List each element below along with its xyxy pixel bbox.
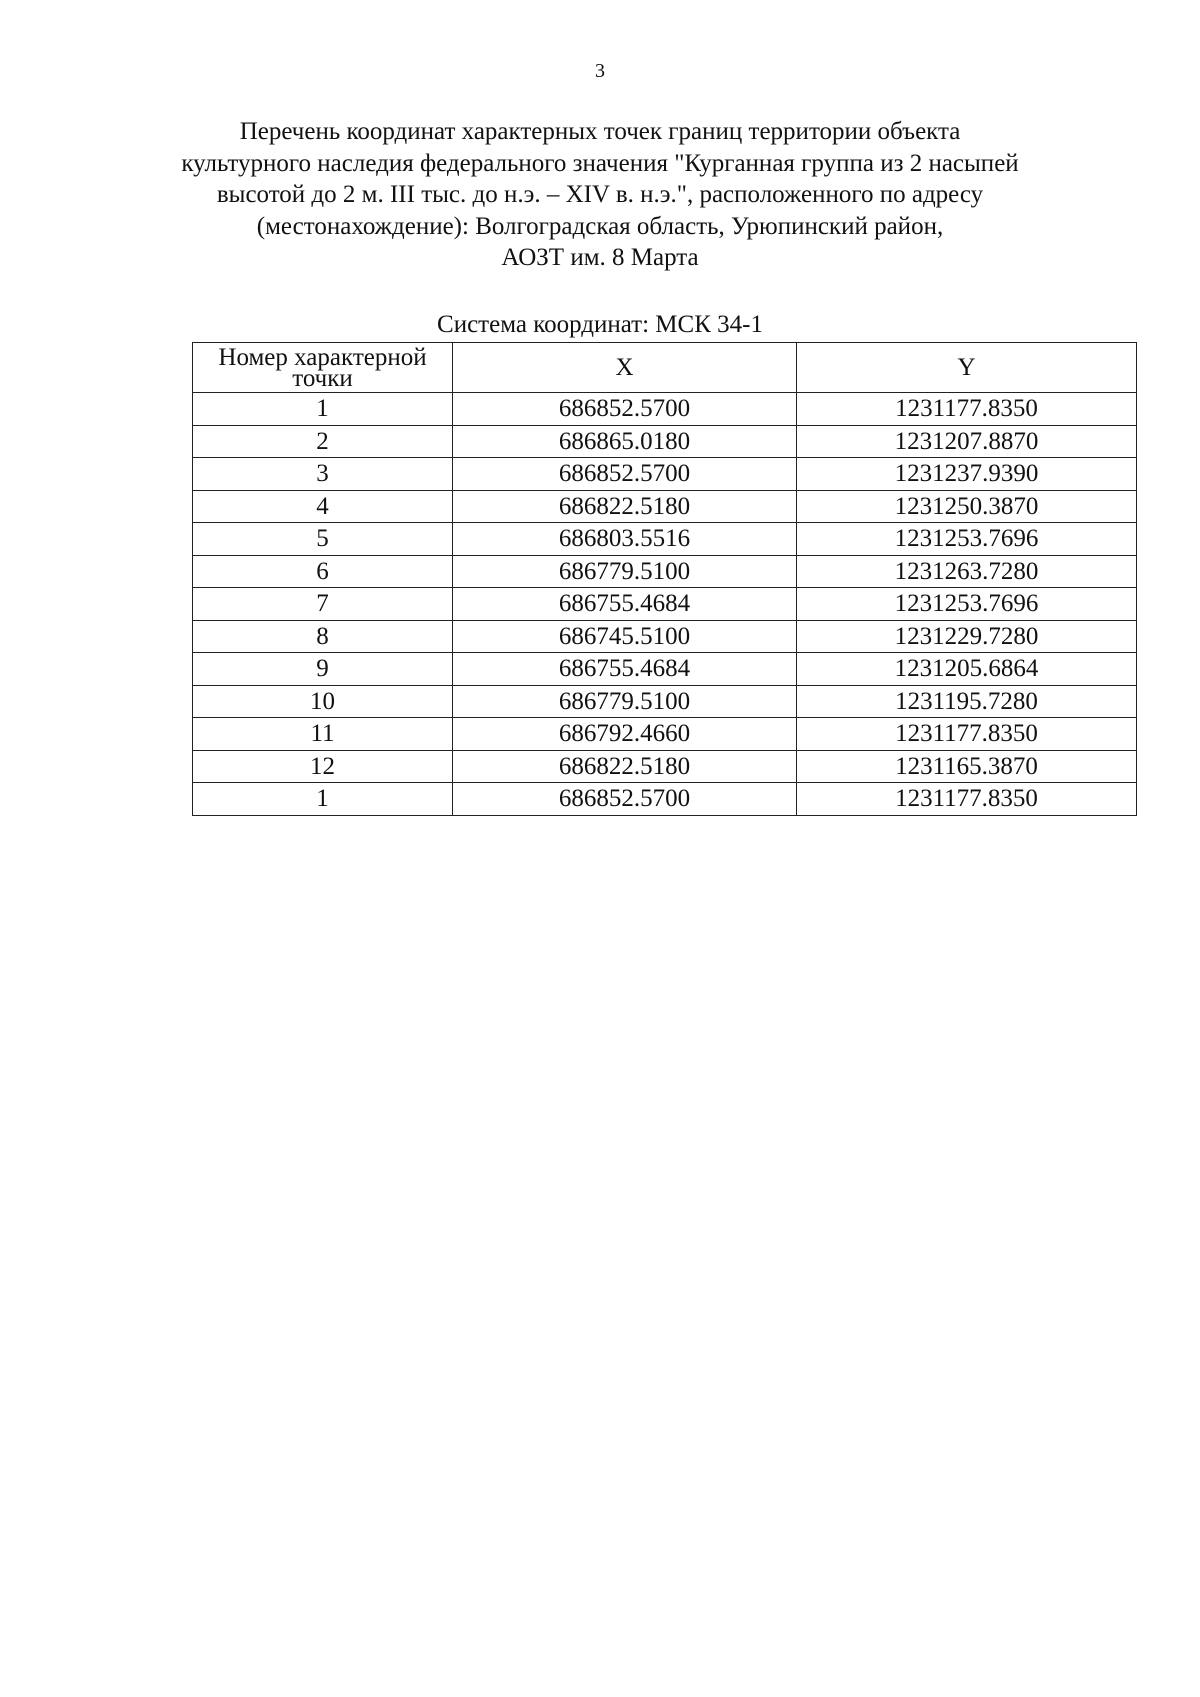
table-row bbox=[193, 490, 1137, 523]
document-title bbox=[150, 116, 1050, 274]
page-number: 3 bbox=[595, 60, 605, 82]
y-coordinate-cell: 1231250.3870 bbox=[797, 490, 1137, 523]
point-number-cell: 8 bbox=[193, 620, 453, 653]
table-row bbox=[193, 685, 1137, 718]
table-row bbox=[193, 653, 1137, 686]
title-line: (местонахождение): Волгоградская область, Урюпинский район, bbox=[256, 212, 944, 240]
point-number-cell: 4 bbox=[193, 490, 453, 523]
point-number-cell: 9 bbox=[193, 653, 453, 686]
title-line: высотой до 2 м. III тыс. до н.э. – XIV в. н.э.", расположенного по адресу bbox=[216, 181, 984, 208]
x-coordinate-cell: 686852.5700 bbox=[453, 393, 797, 426]
point-number-cell: 1 bbox=[193, 393, 453, 426]
point-number-cell: 12 bbox=[193, 750, 453, 783]
x-coordinate-cell: 686779.5100 bbox=[453, 555, 797, 588]
y-coordinate-cell: 1231195.7280 bbox=[797, 685, 1137, 718]
table-row bbox=[193, 588, 1137, 621]
y-coordinate-cell: 1231177.8350 bbox=[797, 783, 1137, 816]
point-number-cell: 1 bbox=[193, 783, 453, 816]
x-coordinate-cell: 686779.5100 bbox=[453, 685, 797, 718]
x-coordinate-cell: 686745.5100 bbox=[453, 620, 797, 653]
table-row bbox=[193, 718, 1137, 751]
x-coordinate-cell: 686755.4684 bbox=[453, 588, 797, 621]
point-number-cell: 3 bbox=[193, 458, 453, 491]
table-row bbox=[193, 750, 1137, 783]
y-coordinate-cell: 1231177.8350 bbox=[797, 718, 1137, 751]
coordinates-table bbox=[192, 342, 1137, 816]
x-coordinate-cell: 686852.5700 bbox=[453, 458, 797, 491]
y-coordinate-cell: 1231229.7280 bbox=[797, 620, 1137, 653]
point-number-cell: 11 bbox=[193, 718, 453, 751]
x-coordinate-cell: 686822.5180 bbox=[453, 490, 797, 523]
coordinate-system-label: Система координат: МСК 34-1 bbox=[437, 311, 763, 338]
table-body bbox=[193, 393, 1137, 816]
x-coordinate-cell: 686755.4684 bbox=[453, 653, 797, 686]
point-number-cell: 2 bbox=[193, 425, 453, 458]
x-coordinate-cell: 686792.4660 bbox=[453, 718, 797, 751]
title-line: культурного наследия федерального значения "Курганная группа из 2 насыпей bbox=[181, 149, 1019, 177]
y-coordinate-cell: 1231205.6864 bbox=[797, 653, 1137, 686]
table-row bbox=[193, 620, 1137, 653]
point-number-cell: 6 bbox=[193, 555, 453, 588]
y-coordinate-cell: 1231177.8350 bbox=[797, 393, 1137, 426]
y-coordinate-cell: 1231207.8870 bbox=[797, 425, 1137, 458]
header-point-number: Номер характерной точки bbox=[193, 343, 453, 393]
y-coordinate-cell: 1231253.7696 bbox=[797, 588, 1137, 621]
x-coordinate-cell: 686803.5516 bbox=[453, 523, 797, 556]
header-y: Y bbox=[797, 343, 1137, 393]
x-coordinate-cell: 686852.5700 bbox=[453, 783, 797, 816]
point-number-cell: 7 bbox=[193, 588, 453, 621]
table-row bbox=[193, 523, 1137, 556]
y-coordinate-cell: 1231263.7280 bbox=[797, 555, 1137, 588]
table-row bbox=[193, 425, 1137, 458]
table-row bbox=[193, 555, 1137, 588]
x-coordinate-cell: 686865.0180 bbox=[453, 425, 797, 458]
y-coordinate-cell: 1231165.3870 bbox=[797, 750, 1137, 783]
header-x: X bbox=[453, 343, 797, 393]
table-header-row bbox=[193, 343, 1137, 393]
table-row bbox=[193, 458, 1137, 491]
point-number-cell: 5 bbox=[193, 523, 453, 556]
point-number-cell: 10 bbox=[193, 685, 453, 718]
y-coordinate-cell: 1231253.7696 bbox=[797, 523, 1137, 556]
y-coordinate-cell: 1231237.9390 bbox=[797, 458, 1137, 491]
title-line: АОЗТ им. 8 Марта bbox=[501, 244, 699, 271]
x-coordinate-cell: 686822.5180 bbox=[453, 750, 797, 783]
table-row bbox=[193, 783, 1137, 816]
table-row bbox=[193, 393, 1137, 426]
title-line: Перечень координат характерных точек границ территории объекта bbox=[239, 118, 961, 145]
